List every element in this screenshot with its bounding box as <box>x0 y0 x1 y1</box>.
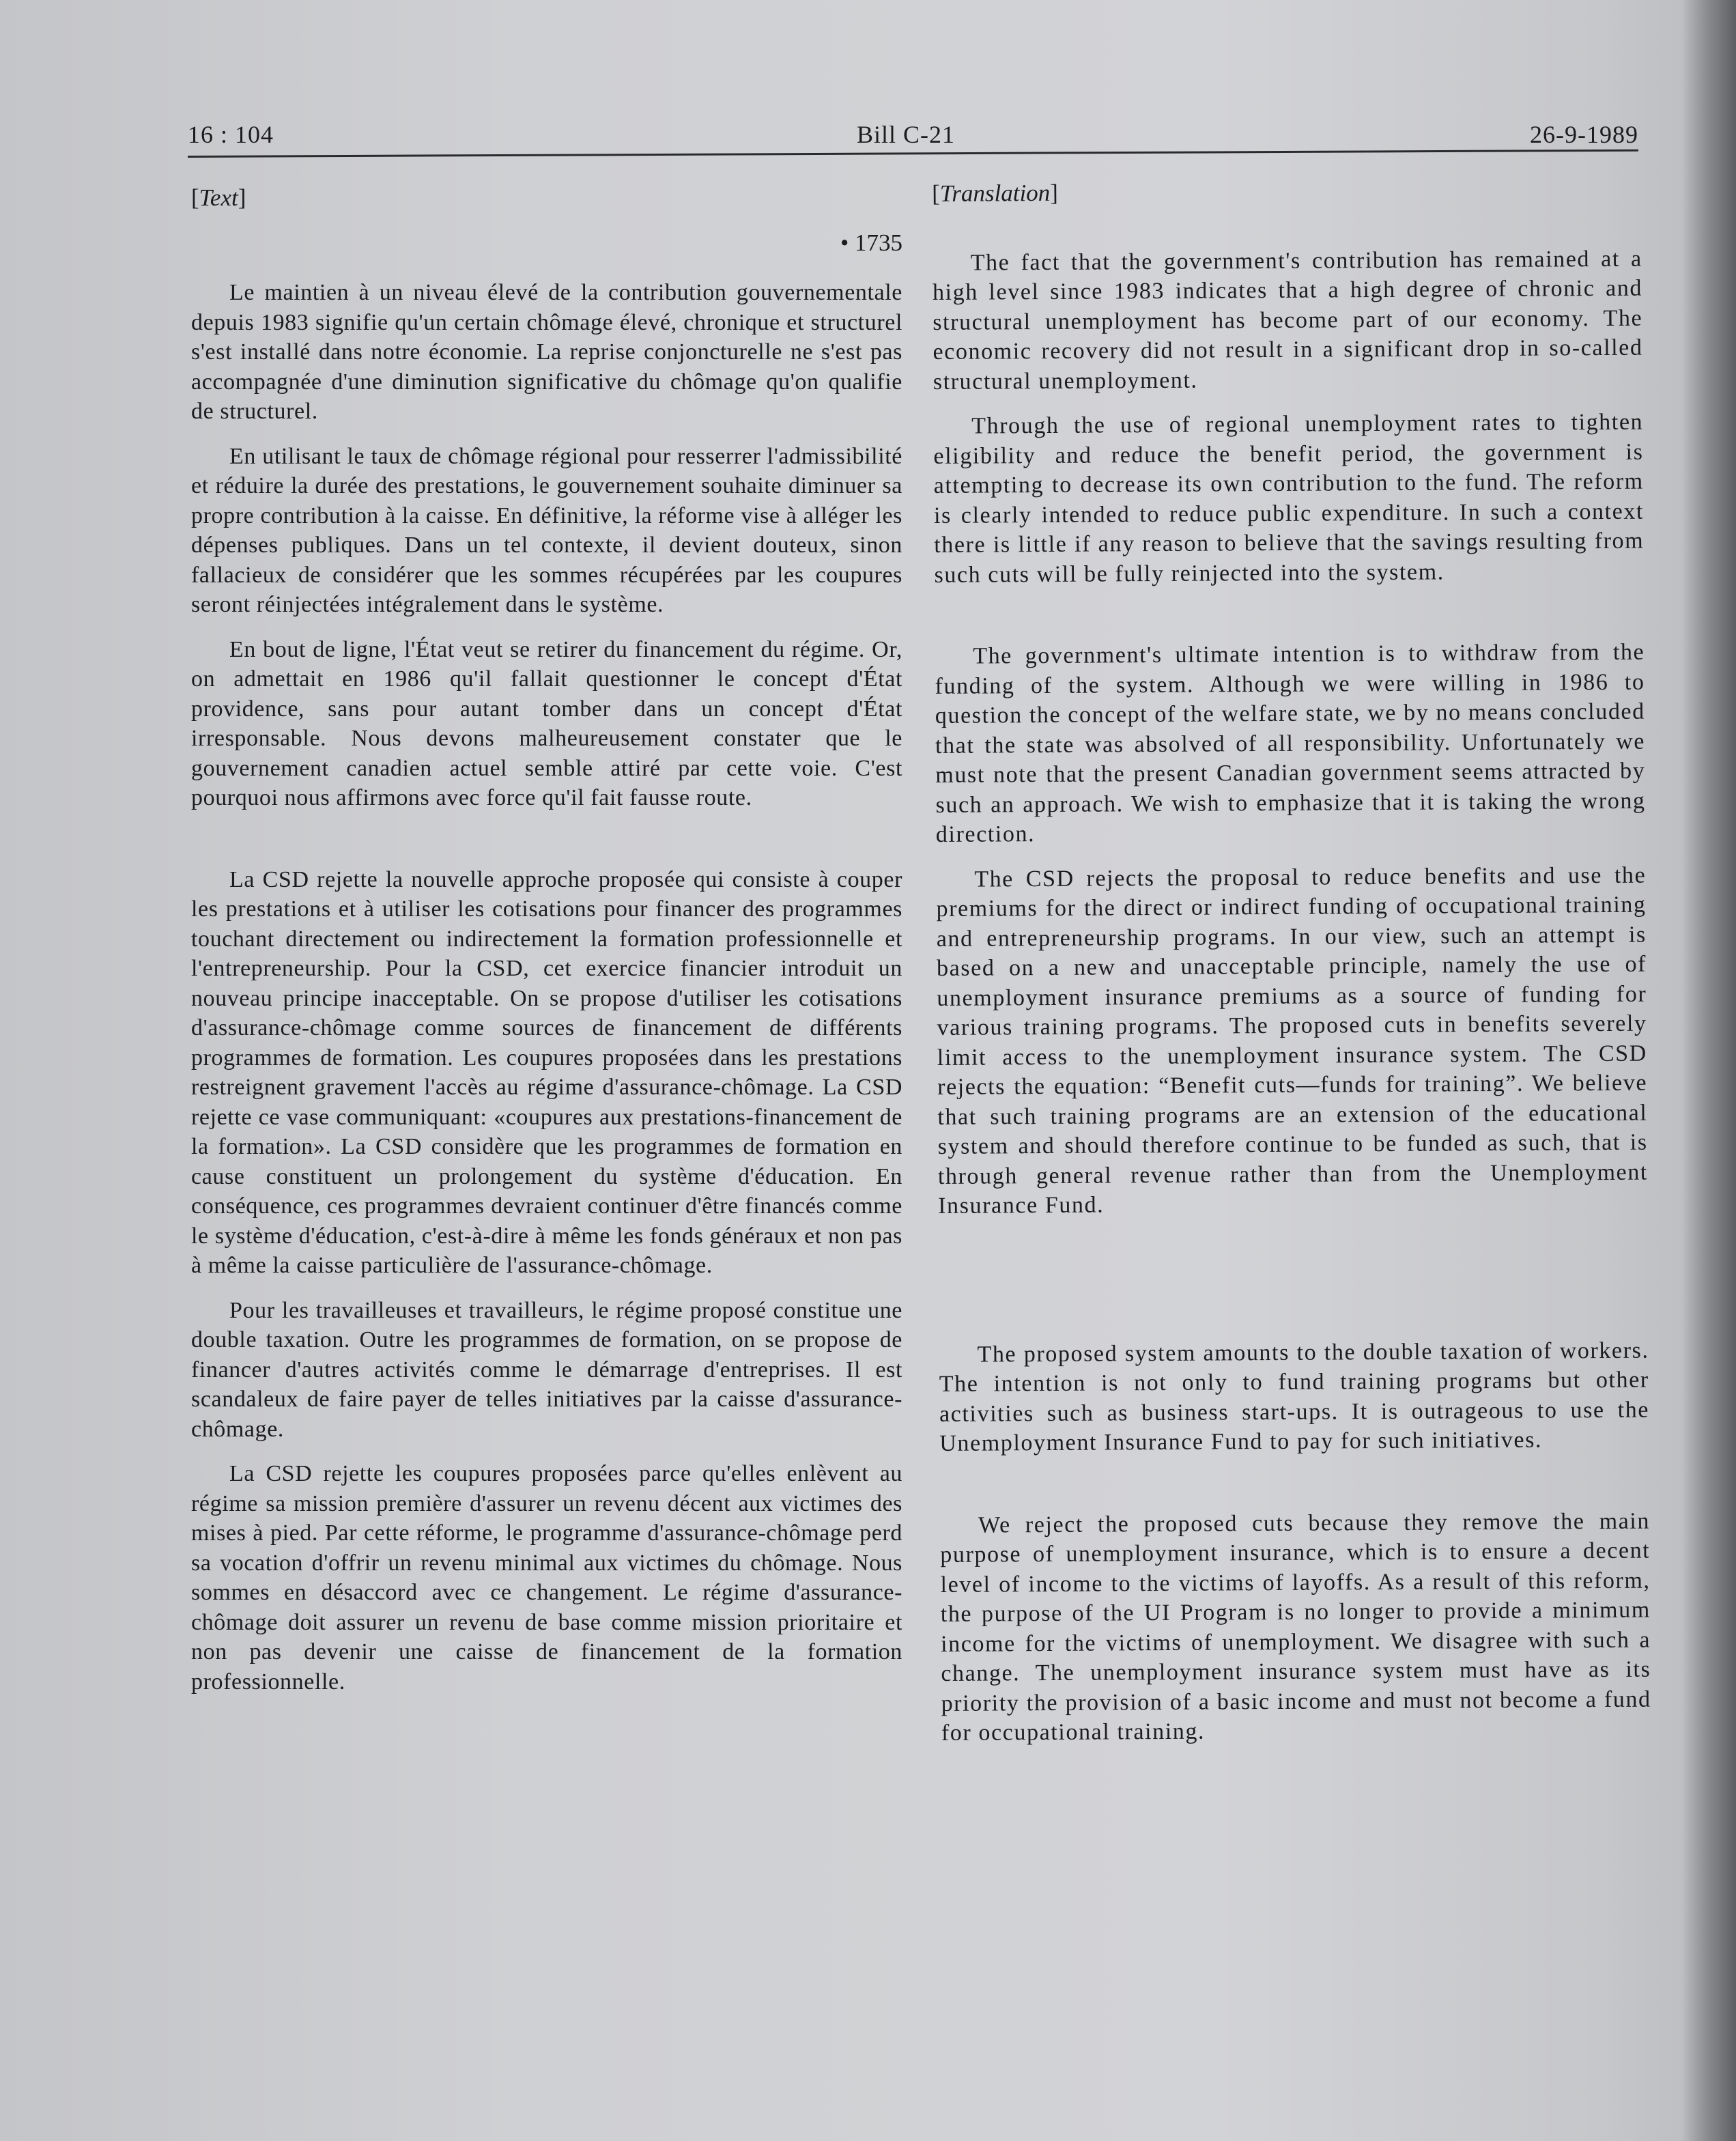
french-paragraph-4: La CSD rejette la nouvelle approche proposée qui consiste à couper les prestations et à utiliser les cotisations pour financer des programmes touchant directement ou indirectement la formation professionnelle et l'entrepreneurship. Pour la CSD, cet exercice financier introduit un nouveau principe inacceptable. On se propose d'utiliser les cotisations d'assurance-chômage comme sources de financement de différents programmes de formation. Les coupures proposées dans les prestations restreignent gravement l'accès au régime d'assurance-chômage. La CSD rejette ce vase communiquant: «coupures aux prestations-financement de la formation». La CSD considère que les programmes de formation en cause constituent un prolongement du système d'éducation. En conséquence, ces programmes devraient continuer d'être financés comme le système d'éducation, c'est-à-dire à même les fonds généraux et non pas à même la caisse particulière de l'assurance-chômage. <box>191 866 902 1278</box>
header-date: 26-9-1989 <box>1530 121 1638 148</box>
book-spine-shadow <box>1681 0 1736 2141</box>
french-paragraph-3: En bout de ligne, l'État veut se retirer du financement du régime. Or, on admettait en 1986 qu'il fallait questionner le concept d'État providence, sans pour autant tomber dans un concept d'État irresponsable. Nous devons malheureusement constater que le gouvernement canadien actuel semble attiré par cette voie. C'est pourquoi nous affirmons avec force qu'il fait fausse route. <box>191 636 902 810</box>
english-paragraph-1: The fact that the government's contribution has remained at a high level since 1983 indicates that a high degree of chronic and structural unemployment has become part of our economy. The economic recovery did not result in a significant drop in so-called structural unemployment. <box>932 246 1643 395</box>
time-reference: • 1735 <box>840 229 902 256</box>
english-paragraph-3: The government's ultimate intention is to withdraw from the funding of the system. Although we were willing in 1986 to question the concept of the welfare state, we by no means concluded that the state was absolved of all responsibility. Unfortunately we must note that the present Canadian government seems attracted by such an approach. We wish to emphasize that it is taking the wrong direction. <box>935 639 1646 847</box>
french-paragraph-6: La CSD rejette les coupures proposées parce qu'elles enlèvent au régime sa mission première d'assurer un revenu décent aux victimes des mises à pied. Par cette réforme, le programme d'assurance-chômage perd sa vocation d'offrir un revenu minimal aux victimes du chômage. Nous sommes en désaccord avec ce changement. Le régime d'assurance-chômage doit assurer un revenu de base comme mission prioritaire et non pas devenir une caisse de financement de la formation professionnelle. <box>191 1461 902 1695</box>
french-column <box>191 183 902 1697</box>
french-paragraph-2: En utilisant le taux de chômage régional pour resserrer l'admissibilité et réduire la durée des prestations, le gouvernement souhaite diminuer sa propre contribution à la caisse. En définitive, la réforme vise à alléger les dépenses publiques. Dans un tel contexte, il devient douteux, sinon fallacieux de considérer que les sommes récupérées par les coupures seront réinjectées intégralement dans le système. <box>191 443 902 617</box>
text-label: [Text] <box>191 184 246 211</box>
english-paragraph-6: We reject the proposed cuts because they remove the main purpose of unemployment insurance, which is to ensure a decent level of income to the victims of layoffs. As a result of this reform, the purpose of the UI Program is no longer to provide a minimum income for the victims of unemployment. We disagree with such a change. The unemployment insurance system must have as its priority the provision of a basic income and must not become a fund for occupational training. <box>940 1508 1651 1746</box>
translation-label: [Translation] <box>932 179 1059 207</box>
english-column <box>932 175 1651 1748</box>
english-paragraph-5: The proposed system amounts to the double taxation of workers. The intention is not only to fund training programs but other activities such as business start-ups. It is outrageous to use the Unemployment Insurance Fund to pay for such initiatives. <box>939 1337 1650 1456</box>
page-reference: 16 : 104 <box>188 121 274 148</box>
french-paragraph-1: Le maintien à un niveau élevé de la contribution gouvernementale depuis 1983 signifie qu'un certain chômage élevé, chronique et structurel s'est installé dans notre économie. La reprise conjoncturelle ne s'est pas accompagnée d'une diminution significative du chômage qu'on qualifie de structurel. <box>191 280 902 424</box>
bill-title: Bill C-21 <box>857 121 956 148</box>
english-paragraph-2: Through the use of regional unemployment rates to tighten eligibility and reduce the benefit period, the government is attempting to decrease its own contribution to the fund. The reform is clearly intended to reduce public expenditure. In such a context there is little if any reason to believe that the savings resulting from such cuts will be fully reinjected into the system. <box>933 409 1645 588</box>
english-paragraph-4: The CSD rejects the proposal to reduce benefits and use the premiums for the direct or indirect funding of occupational training and entrepreneurship programs. In our view, such an attempt is based on a new and unacceptable principle, namely the use of unemployment insurance premiums as a source of funding for various training programs. The proposed cuts in benefits severely limit access to the unemployment insurance system. The CSD rejects the equation: “Benefit cuts—funds for training”. We believe that such training programs are an extension of the educational system and should therefore continue to be funded as such, that is through general revenue rather than from the Unemployment Insurance Fund. <box>936 862 1649 1219</box>
french-paragraph-5: Pour les travailleuses et travailleurs, le régime proposé constitue une double taxation. Outre les programmes de formation, on se propose de financer d'autres activités comme le démarrage d'entreprises. Il est scandaleux de faire payer de telles initiatives par la caisse d'assurance-chômage. <box>191 1297 902 1442</box>
